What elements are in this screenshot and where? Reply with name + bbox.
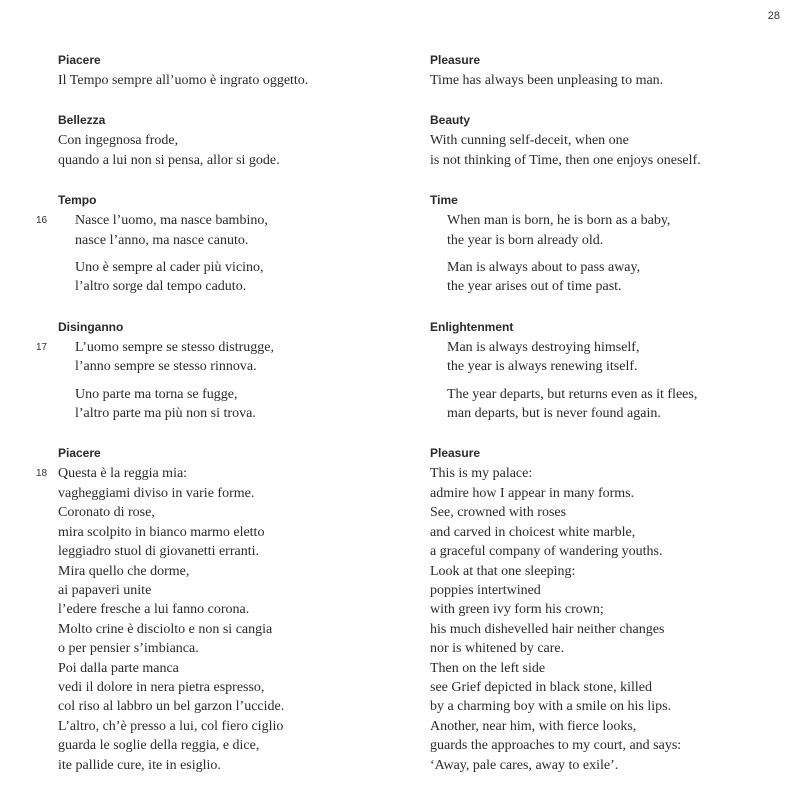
page-number: 28: [767, 10, 780, 22]
italian-speaker-name: Piacere: [58, 53, 101, 67]
italian-speaker-name: Disinganno: [58, 319, 124, 334]
english-speaker-name: Enlightenment: [430, 319, 514, 334]
italian-stanza: [58, 211, 398, 250]
english-verse-line: the year is always renewing itself.: [447, 359, 638, 375]
english-stanza: [430, 385, 780, 424]
english-verse-line: and carved in choicest white marble,: [430, 524, 636, 540]
italian-verse-line: Poi dalla parte manca: [58, 660, 179, 676]
italian-verse-line: quando a lui non si pensa, allor si gode.: [58, 152, 280, 168]
italian-verse-line: L’uomo sempre se stesso distrugge,: [75, 339, 274, 355]
english-stanza: [430, 211, 780, 250]
italian-verse-line: Nasce l’uomo, ma nasce bambino,: [75, 213, 268, 229]
italian-column: [36, 52, 398, 797]
english-stanza: [430, 338, 780, 377]
italian-verse-line: o per pensier s’imbianca.: [58, 641, 199, 657]
italian-stanza: [58, 258, 398, 297]
english-speaker-name: Beauty: [430, 113, 471, 128]
english-speaker-name: Pleasure: [430, 53, 481, 67]
english-verse-line: see Grief depicted in black stone, killed: [430, 679, 652, 695]
english-speaker-name: Pleasure: [430, 446, 481, 461]
italian-verse-line: leggiadro stuol di giovanetti erranti.: [58, 544, 260, 560]
aria-number: 18: [36, 468, 48, 480]
italian-verse-line: Uno è sempre al cader più vicino,: [75, 260, 264, 276]
english-verse-line: Another, near him, with fierce looks,: [430, 718, 637, 734]
english-verse-line: the year is born already old.: [447, 232, 604, 248]
italian-verse-line: col riso al labbro un bel garzon l’uccide.: [58, 699, 285, 715]
english-verse-line: a graceful company of wandering youths.: [430, 544, 663, 560]
english-verse-line: is not thinking of Time, then one enjoys oneself.: [430, 152, 701, 168]
english-verse-line: the year arises out of time past.: [447, 279, 622, 295]
italian-verse-line: nasce l’anno, ma nasce canuto.: [75, 232, 249, 248]
english-verse-line: Time has always been unpleasing to man.: [430, 73, 664, 88]
italian-speech-block: [36, 319, 398, 424]
italian-speech-block: [36, 192, 398, 297]
italian-verse-line: ai papaveri unite: [58, 582, 152, 598]
english-verse-line: See, crowned with roses: [430, 505, 567, 521]
italian-speaker-name: Bellezza: [58, 113, 106, 128]
english-speech-block: [430, 52, 780, 90]
italian-speaker-name: Piacere: [58, 446, 101, 461]
english-verse-line: nor is whitened by care.: [430, 641, 565, 657]
english-speaker-name: Time: [430, 193, 458, 208]
italian-verse-line: Molto crine è disciolto e non si cangia: [58, 621, 273, 637]
italian-verse-line: l’altro parte ma più non si trova.: [75, 406, 256, 422]
italian-verse-line: l’anno sempre se stesso rinnova.: [75, 359, 257, 375]
italian-verse-line: ite pallide cure, ite in esiglio.: [58, 757, 221, 773]
italian-speech-block: [36, 445, 398, 775]
italian-verse-line: Uno parte ma torna se fugge,: [75, 386, 238, 402]
italian-verse-line: l’altro sorge dal tempo caduto.: [75, 279, 247, 295]
english-verse-line: his much dishevelled hair neither changes: [430, 621, 665, 637]
english-verse-line: When man is born, he is born as a baby,: [447, 213, 671, 229]
italian-stanza: [58, 338, 398, 377]
aria-number: 16: [36, 215, 48, 227]
english-speech-block: [430, 445, 780, 775]
italian-verse-line: guarda le soglie della reggia, e dice,: [58, 738, 260, 754]
italian-verse-line: L’altro, ch’è presso a lui, col fiero ciglio: [58, 718, 284, 734]
english-verse-line: admire how I appear in many forms.: [430, 485, 635, 501]
italian-verse-line: Mira quello che dorme,: [58, 563, 190, 579]
italian-verse-line: Questa è la reggia mia:: [58, 466, 188, 482]
english-stanza: [430, 258, 780, 297]
italian-verse-line: vedi il dolore in nera pietra espresso,: [58, 679, 265, 695]
italian-stanza: [58, 131, 398, 170]
english-verse-line: by a charming boy with a smile on his lips.: [430, 699, 672, 715]
english-speech-block: [430, 192, 780, 297]
italian-verse-line: vagheggiami diviso in varie forme.: [58, 485, 255, 501]
english-speech-block: [430, 112, 780, 170]
english-verse-line: ‘Away, pale cares, away to exile’.: [430, 757, 619, 773]
aria-number: 17: [36, 341, 48, 353]
english-column: [430, 52, 780, 797]
english-stanza: [430, 464, 780, 775]
english-verse-line: poppies intertwined: [430, 582, 541, 598]
italian-verse-line: Coronato di rose,: [58, 505, 155, 521]
english-stanza: [430, 131, 780, 170]
italian-speaker-name: Tempo: [58, 193, 97, 208]
english-verse-line: Man is always destroying himself,: [447, 339, 640, 355]
italian-verse-line: l’edere fresche a lui fanno corona.: [58, 602, 250, 618]
italian-speech-block: [58, 52, 398, 90]
english-speech-block: [430, 319, 780, 424]
italian-stanza: [58, 464, 398, 775]
italian-verse-line: mira scolpito in bianco marmo eletto: [58, 524, 265, 540]
english-verse-line: The year departs, but returns even as it flees,: [447, 386, 698, 402]
english-stanza: [430, 71, 780, 90]
english-verse-line: Man is always about to pass away,: [447, 260, 641, 276]
italian-stanza: [58, 385, 398, 424]
italian-verse-line: Con ingegnosa frode,: [58, 133, 179, 149]
english-verse-line: with green ivy form his crown;: [430, 602, 604, 618]
english-verse-line: This is my palace:: [430, 466, 533, 482]
english-verse-line: guards the approaches to my court, and says:: [430, 738, 682, 754]
italian-speech-block: [58, 112, 398, 170]
english-verse-line: With cunning self-deceit, when one: [430, 133, 629, 149]
english-verse-line: man departs, but is never found again.: [447, 406, 661, 422]
italian-stanza: [58, 71, 398, 90]
english-verse-line: Then on the left side: [430, 660, 546, 676]
italian-verse-line: Il Tempo sempre all’uomo è ingrato oggetto.: [58, 73, 309, 88]
english-verse-line: Look at that one sleeping:: [430, 563, 576, 579]
